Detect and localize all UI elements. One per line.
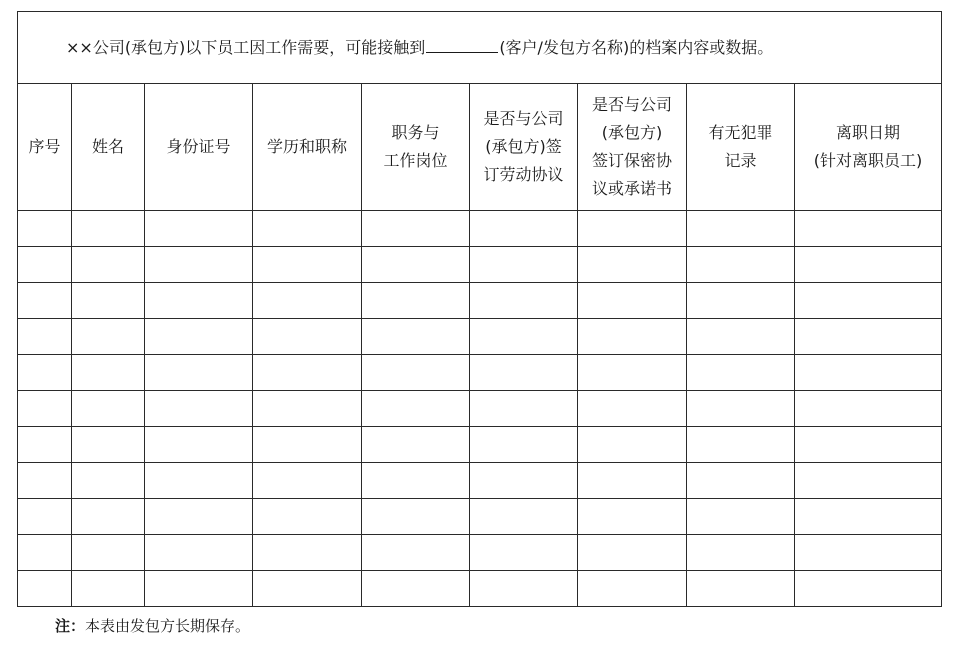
column-header-line: 有无犯罪 (708, 123, 773, 142)
table-cell (253, 211, 362, 247)
column-header-2 (72, 84, 145, 211)
table-cell (362, 247, 470, 283)
table-cell (145, 211, 253, 247)
table-cell (72, 571, 145, 607)
table-cell (795, 355, 942, 391)
column-header-line: 序号 (28, 137, 61, 156)
column-header-line: 是否与公司 (591, 95, 672, 114)
table-cell (362, 535, 470, 571)
table-cell (18, 319, 72, 355)
table-cell (687, 535, 795, 571)
table-row (18, 535, 942, 571)
table-cell (18, 283, 72, 319)
table-cell (145, 535, 253, 571)
table-cell (578, 499, 687, 535)
table-cell (18, 247, 72, 283)
column-header-line: 订劳动协议 (483, 165, 564, 184)
table-cell (253, 499, 362, 535)
table-cell (795, 391, 942, 427)
table-row (18, 463, 942, 499)
footnote-text: 本表由发包方长期保存。 (85, 617, 251, 635)
table-cell (578, 319, 687, 355)
table-row (18, 427, 942, 463)
column-header-line: 职务与 (391, 123, 440, 142)
table-cell (72, 427, 145, 463)
table-cell (795, 571, 942, 607)
table-cell (145, 247, 253, 283)
table-row (18, 355, 942, 391)
table-cell (470, 247, 578, 283)
column-header-line: 学历和职称 (266, 137, 347, 156)
table-cell (18, 463, 72, 499)
table-cell (578, 427, 687, 463)
table-cell (470, 571, 578, 607)
intro-text-after: (客户/发包方名称)的档案内容或数据。 (499, 37, 774, 57)
table-cell (795, 247, 942, 283)
footnote-label: 注： (55, 617, 86, 635)
table-cell (795, 319, 942, 355)
column-header-6 (470, 84, 578, 211)
table-cell (72, 319, 145, 355)
table-cell (72, 355, 145, 391)
column-header-line: 离职日期 (836, 123, 901, 142)
table-cell (470, 499, 578, 535)
intro-statement (18, 12, 942, 84)
column-header-9 (795, 84, 942, 211)
column-header-7 (578, 84, 687, 211)
table-cell (362, 319, 470, 355)
table-cell (687, 427, 795, 463)
table-cell (253, 283, 362, 319)
table-cell (72, 463, 145, 499)
table-cell (362, 211, 470, 247)
table-cell (72, 211, 145, 247)
table-cell (72, 247, 145, 283)
table-cell (253, 535, 362, 571)
table-cell (72, 391, 145, 427)
table-cell (362, 571, 470, 607)
table-row (18, 211, 942, 247)
table-cell (253, 391, 362, 427)
table-cell (578, 571, 687, 607)
table-cell (795, 463, 942, 499)
table-cell (795, 499, 942, 535)
table-cell (72, 283, 145, 319)
table-cell (687, 571, 795, 607)
table-cell (18, 499, 72, 535)
footnote (55, 614, 250, 638)
table-cell (687, 283, 795, 319)
table-row (18, 283, 942, 319)
table-cell (470, 463, 578, 499)
table-cell (145, 355, 253, 391)
column-header-line: 是否与公司 (483, 109, 564, 128)
column-header-line: (针对离职员工) (813, 151, 923, 170)
table-cell (145, 283, 253, 319)
table-cell (253, 247, 362, 283)
column-header-3 (145, 84, 253, 211)
column-header-line: 议或承诺书 (591, 179, 672, 198)
table-cell (18, 535, 72, 571)
table-cell (145, 427, 253, 463)
table-cell (362, 427, 470, 463)
table-cell (145, 391, 253, 427)
table-cell (578, 535, 687, 571)
table-cell (578, 247, 687, 283)
employee-archive-form-table (17, 11, 942, 607)
table-cell (795, 535, 942, 571)
table-cell (362, 355, 470, 391)
intro-text-before: ××公司(承包方)以下员工因工作需要，可能接触到 (66, 37, 426, 57)
table-cell (578, 463, 687, 499)
table-cell (18, 211, 72, 247)
table-cell (687, 211, 795, 247)
table-cell (72, 535, 145, 571)
column-header-line: 签订保密协 (591, 151, 672, 170)
column-header-line: (承包方) (601, 123, 663, 142)
column-header-line: 工作岗位 (383, 151, 448, 170)
table-cell (687, 319, 795, 355)
table-cell (362, 499, 470, 535)
column-header-line: 记录 (724, 151, 757, 170)
table-row (18, 499, 942, 535)
table-cell (18, 427, 72, 463)
table-cell (145, 463, 253, 499)
table-cell (362, 463, 470, 499)
table-row (18, 319, 942, 355)
table-cell (687, 499, 795, 535)
table-cell (72, 499, 145, 535)
column-header-1 (18, 84, 72, 211)
column-header-row (18, 84, 942, 211)
table-cell (253, 463, 362, 499)
table-cell (687, 355, 795, 391)
table-cell (18, 391, 72, 427)
table-cell (253, 571, 362, 607)
table-cell (687, 247, 795, 283)
column-header-line: 身份证号 (166, 137, 231, 156)
table-cell (578, 391, 687, 427)
client-name-blank (426, 36, 498, 53)
column-header-4 (253, 84, 362, 211)
table-row (18, 391, 942, 427)
table-cell (362, 283, 470, 319)
table-cell (578, 283, 687, 319)
table-cell (362, 391, 470, 427)
table-cell (470, 535, 578, 571)
table-cell (145, 571, 253, 607)
table-row (18, 247, 942, 283)
column-header-5 (362, 84, 470, 211)
table-row (18, 571, 942, 607)
table-cell (687, 391, 795, 427)
table-cell (687, 463, 795, 499)
table-cell (795, 283, 942, 319)
column-header-8 (687, 84, 795, 211)
column-header-line: (承包方)签 (485, 137, 562, 156)
column-header-line: 姓名 (91, 137, 124, 156)
table-cell (470, 355, 578, 391)
table-cell (18, 355, 72, 391)
intro-row (18, 12, 942, 84)
table-cell (578, 355, 687, 391)
table-cell (470, 211, 578, 247)
table-cell (795, 427, 942, 463)
table-cell (578, 211, 687, 247)
table-cell (795, 211, 942, 247)
table-cell (145, 499, 253, 535)
table-cell (145, 319, 253, 355)
table-cell (470, 319, 578, 355)
table-cell (253, 355, 362, 391)
table-cell (253, 427, 362, 463)
table-cell (470, 283, 578, 319)
table-cell (470, 427, 578, 463)
table-cell (470, 391, 578, 427)
table-cell (18, 571, 72, 607)
table-cell (253, 319, 362, 355)
